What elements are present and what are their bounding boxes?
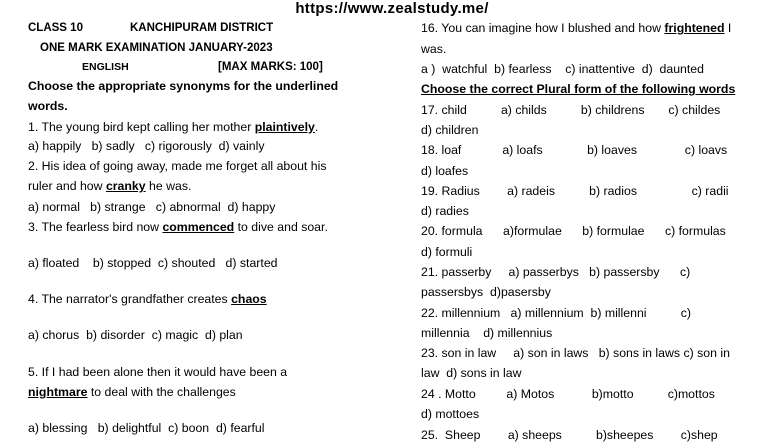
plural-line: 22. millennium a) millennium b) millenni c) [421,306,691,320]
site-url: https://www.zealstudy.me/ [295,0,489,17]
q1-text: 1. The young bird kept calling her mother [28,120,255,134]
q3-text: 3. The fearless bird now [28,220,163,234]
q3-end: to dive and soar. [234,220,328,234]
q2-question-line2 [28,178,191,194]
q5-question-line2 [28,384,236,400]
q16-options: a ) watchful b) fearless c) inattentive d) daunted [421,62,704,76]
plural-line: 23. son in law a) son in laws b) sons in laws c) son in [421,346,730,360]
plural-line: d) radies [421,204,469,218]
q16-question-line2: was. [421,42,447,56]
q16-underlined-word: frightened [664,21,725,35]
q2-underlined-word: cranky [105,179,146,193]
exam-title: ONE MARK EXAMINATION JANUARY-2023 [40,42,273,54]
q2-end: he was. [145,179,192,193]
q16-end: I [724,21,732,35]
q16-text: 16. You can imagine how I blushed and how [421,21,665,35]
plural-line: 21. passerby a) passerbys b) passersby c) [421,265,691,279]
plural-line: d) formuli [421,245,473,259]
plural-line: d) children [421,123,479,137]
plural-line: law d) sons in law [421,366,522,380]
plural-line: 18. loaf a) loafs b) loaves c) loavs [421,143,728,157]
district-label: KANCHIPURAM DISTRICT [130,22,274,34]
q2-question-line1: 2. His idea of going away, made me forget all about his [28,159,327,173]
subject-label: ENGLISH [82,61,129,73]
plural-line: 20. formula a)formulae b) formulae c) formulas [421,224,726,238]
plural-line: 17. child a) childs b) childrens c) childes [421,103,721,117]
exam-header-row-1 [28,20,274,36]
q16-question-line1 [421,20,731,36]
plural-line: 25. Sheep a) sheeps b)sheepes c)shep [421,428,718,442]
q2-options: a) normal b) strange c) abnormal d) happy [28,200,276,214]
plural-line: d) mottoes [421,407,480,421]
q4-underlined-word: chaos [231,292,267,306]
q5-underlined-word: nightmare [28,385,88,399]
max-marks-label: [MAX MARKS: 100] [218,61,323,73]
plural-line: 24 . Motto a) Motos b)motto c)mottos [421,387,715,401]
section1-instruction-line2: words. [28,99,68,113]
q4-question [28,291,267,307]
q4-options: a) chorus b) disorder c) magic d) plan [28,328,243,342]
plural-line: d) loafes [421,164,469,178]
q3-question [28,219,328,235]
q1-options: a) happily b) sadly c) rigorously d) vainly [28,139,265,153]
q5-options: a) blessing b) delightful c) boon d) fearful [28,421,265,435]
section2-instruction: Choose the correct Plural form of the following words [421,82,736,96]
q1-end: . [314,120,319,134]
section1-instruction-line1: Choose the appropriate synonyms for the underlined [28,79,339,93]
q1-underlined-word: plaintively [254,120,315,134]
class-label: CLASS 10 [28,22,83,34]
plural-line: 19. Radius a) radeis b) radios c) radii [421,184,729,198]
q3-underlined-word: commenced [162,220,235,234]
q1-question [28,119,318,135]
q5-question-line1: 5. If I had been alone then it would have been a [28,365,288,379]
plural-line: millennia d) millennius [421,326,553,340]
q2-text: ruler and how [28,179,106,193]
q4-text: 4. The narrator's grandfather creates [28,292,232,306]
q3-options: a) floated b) stopped c) shouted d) started [28,256,278,270]
q5-end: to deal with the challenges [87,385,236,399]
plural-line: passersbys d)pasersby [421,285,551,299]
